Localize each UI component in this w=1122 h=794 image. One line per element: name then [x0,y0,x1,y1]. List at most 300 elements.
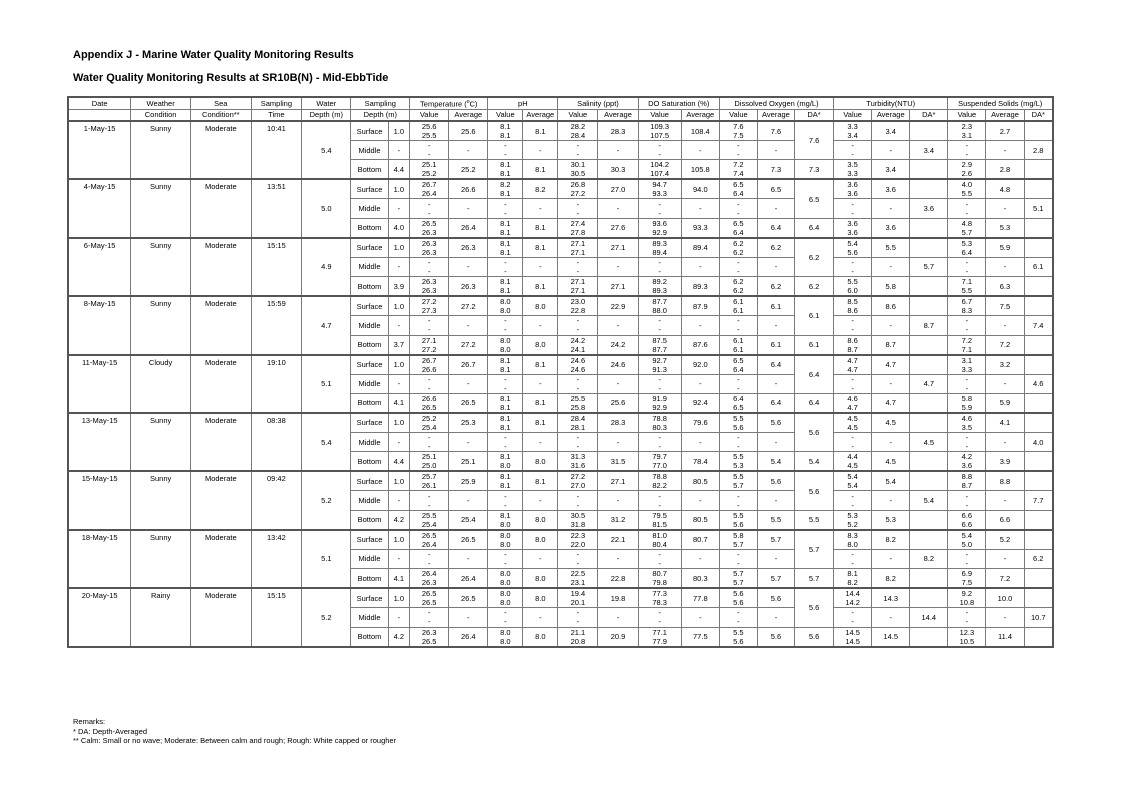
value-reading-1: 5.5 [847,277,858,287]
value-dash: - [658,325,661,335]
cell-tur-da-blank [910,471,948,491]
cell-do-average: 6.2 [757,238,794,258]
col-time: Time [251,109,301,121]
cell-time: 15:15 [251,588,301,646]
cell-sampling-depth: 1.0 [388,588,410,608]
cell-ss-average: - [986,608,1024,627]
cell-ss-average: - [986,432,1024,451]
table-body [68,121,1053,647]
cell-temp-values [410,355,449,375]
cell-dosat-values [638,238,681,258]
cell-do-values [719,471,757,491]
value-reading-2: 8.2 [847,578,858,588]
value-reading-2: 8.7 [961,481,973,491]
value-reading-2: 80.3 [652,422,667,432]
value-reading-2: 8.1 [500,247,511,257]
value-dash: - [504,325,507,335]
cell-ss-da-blank [1024,277,1053,297]
cell-do-values [719,413,757,433]
cell-ss-da-blank [1024,179,1053,199]
value-reading-1: 25.5 [570,393,586,403]
value-reading-1: 26.5 [421,218,437,228]
cell-ss-average: 2.7 [986,121,1024,141]
col-turbidity: Turbidity(NTU) [834,97,948,109]
cell-water-depth: 4.7 [302,296,351,354]
value-reading-1: 6.2 [733,277,744,287]
value-reading-1: 6.2 [733,238,744,248]
cell-temp-average: - [449,199,488,218]
table-row-surface [68,355,1053,375]
value-reading-2: 26.1 [421,481,437,491]
value-reading-1: 26.6 [421,393,437,403]
value-reading-2: 77.0 [652,461,667,471]
value-dash: - [965,558,969,568]
cell-temp-average: 26.5 [449,530,488,550]
cell-depth-level: Middle [351,549,388,568]
cell-tur-da-blank [910,627,948,647]
cell-tur-values [834,238,872,258]
cell-dosat-average: - [681,141,719,160]
value-reading-2: 3.3 [961,364,973,374]
cell-tur-average: - [872,608,910,627]
cell-weather: Sunny [131,413,191,471]
cell-dosat-average: - [681,608,719,627]
cell-ph-average: 8.0 [523,452,558,472]
cell-ss-average: - [986,199,1024,218]
cell-ss-average: 5.3 [986,218,1024,238]
value-reading-2: 24.1 [570,344,586,354]
cell-tur-da: 3.6 [910,199,948,218]
value-reading-2: 5.2 [847,519,858,529]
value-reading-1: 6.4 [733,393,744,403]
cell-dosat-values [638,199,681,218]
value-reading-2: 10.8 [959,598,975,608]
col-salinity: Salinity (ppt) [558,97,638,109]
value-dash: - [504,150,507,160]
cell-depth-level: Surface [351,238,388,258]
cell-depth-level: Middle [351,141,388,160]
cell-ss-da-blank [1024,452,1053,472]
table-row-surface [68,238,1053,258]
value-reading-1: 2.9 [961,160,973,170]
value-reading-1: 91.9 [652,393,667,403]
value-reading-1: 89.3 [652,238,667,248]
value-reading-2: 4.7 [847,402,858,412]
cell-sal-values [558,238,598,258]
cell-time: 08:38 [251,413,301,471]
cell-date: 18-May-15 [68,530,131,588]
col-sampling: Sampling [251,97,301,109]
value-dash: - [504,383,507,393]
cell-ph-average: 8.0 [523,588,558,608]
value-reading-1: 3.3 [847,122,858,131]
cell-sampling-depth: 1.0 [388,121,410,141]
cell-sal-values [558,393,598,413]
value-dash: - [504,500,507,510]
value-reading-2: 5.6 [733,519,744,529]
cell-ss-da: 6.1 [1024,257,1053,276]
value-dash: - [851,325,854,335]
cell-do-values [719,179,757,199]
cell-sea-condition: Moderate [190,530,251,588]
value-reading-2: 6.4 [733,227,744,237]
col-water-depth: Depth (m) [302,109,351,121]
cell-ss-values [948,141,986,160]
col-tur-value: Value [834,109,872,121]
cell-ss-average: - [986,257,1024,276]
value-reading-1: 4.4 [847,452,858,462]
cell-temp-values [410,491,449,510]
value-dash: - [965,141,969,151]
cell-do-values [719,608,757,627]
cell-do-average: - [757,316,794,335]
value-reading-2: 26.3 [421,247,437,257]
cell-temp-average: 25.1 [449,452,488,472]
remark-da: * DA: Depth-Averaged [73,726,148,736]
cell-sal-values [558,413,598,433]
value-dash: - [737,150,740,160]
value-reading-1: 81.0 [652,530,667,540]
cell-ph-values [488,277,523,297]
col-ss-average: Average [986,109,1024,121]
cell-temp-values [410,335,449,355]
cell-temp-average: - [449,316,488,335]
value-reading-1: 79.7 [652,452,667,462]
cell-sampling-depth: 4.0 [388,218,410,238]
value-reading-1: 5.5 [733,627,744,637]
header-row-2 [68,109,1053,121]
cell-sal-average: 25.6 [598,393,638,413]
cell-tur-da-blank [910,296,948,316]
value-reading-1: 8.1 [500,393,511,403]
cell-ph-values [488,588,523,608]
col-sal-value: Value [558,109,598,121]
cell-tur-da-blank [910,277,948,297]
cell-dosat-average: - [681,257,719,276]
value-reading-2: 27.0 [570,481,586,491]
value-reading-2: 89.4 [652,247,667,257]
cell-ss-values [948,121,986,141]
cell-do-values [719,141,757,160]
value-dash: - [658,141,661,151]
cell-ss-values [948,199,986,218]
cell-temp-average: 25.2 [449,160,488,180]
cell-water-depth: 5.2 [302,588,351,646]
cell-dosat-values [638,277,681,297]
cell-sampling-depth: - [388,199,410,218]
cell-tur-average: 8.2 [872,530,910,550]
cell-temp-average: 26.5 [449,588,488,608]
cell-date: 11-May-15 [68,355,131,413]
value-dash: - [965,150,969,160]
value-dash: - [427,266,431,276]
cell-tur-da: 5.4 [910,491,948,510]
cell-depth-level: Bottom [351,627,388,647]
cell-sal-average: - [598,257,638,276]
cell-depth-level: Bottom [351,510,388,530]
cell-dosat-values [638,374,681,393]
cell-depth-level: Surface [351,179,388,199]
value-dash: - [504,608,507,618]
cell-sal-average: 20.9 [598,627,638,647]
cell-tur-values [834,588,872,608]
value-reading-2: 5.6 [733,636,744,646]
cell-ss-average: 4.8 [986,179,1024,199]
cell-sea-condition: Moderate [190,238,251,296]
cell-temp-values [410,627,449,647]
value-dash: - [658,558,661,568]
value-reading-2: 8.0 [500,519,511,529]
cell-dosat-values [638,471,681,491]
cell-sampling-depth: 3.9 [388,277,410,297]
value-dash: - [504,141,507,151]
cell-dosat-average: 92.4 [681,393,719,413]
cell-ph-values [488,569,523,589]
cell-depth-level: Bottom [351,393,388,413]
value-dash: - [427,433,431,443]
cell-do-values [719,549,757,568]
cell-sampling-depth: 4.2 [388,510,410,530]
cell-ss-values [948,413,986,433]
cell-do-values [719,510,757,530]
cell-tur-da-blank [910,218,948,238]
cell-ss-da-blank [1024,413,1053,433]
cell-time: 19:10 [251,355,301,413]
cell-do-da: 6.1 [794,296,833,335]
cell-tur-average: 5.8 [872,277,910,297]
value-reading-2: 31.6 [570,461,586,471]
cell-sal-values [558,257,598,276]
cell-ss-da-blank [1024,121,1053,141]
cell-do-da: 6.4 [794,355,833,394]
cell-ph-values [488,530,523,550]
value-reading-2: 5.7 [733,481,744,491]
value-reading-1: 87.5 [652,335,667,345]
cell-ss-average: - [986,141,1024,160]
value-reading-2: 7.5 [961,578,973,588]
cell-ss-average: 5.9 [986,393,1024,413]
cell-depth-level: Middle [351,199,388,218]
value-dash: - [576,442,580,452]
cell-weather: Sunny [131,121,191,179]
cell-ph-average: - [523,257,558,276]
cell-ss-average: - [986,491,1024,510]
cell-dosat-average: 80.5 [681,510,719,530]
cell-tur-da: 8.7 [910,316,948,335]
value-reading-1: 8.1 [500,238,511,248]
cell-water-depth: 5.1 [302,355,351,413]
cell-ss-values [948,432,986,451]
cell-ss-values [948,510,986,530]
cell-ss-da-blank [1024,569,1053,589]
col-do-value: Value [719,109,757,121]
col-weather: Weather [131,97,191,109]
cell-depth-level: Middle [351,374,388,393]
value-dash: - [965,617,969,627]
cell-ph-average: 8.0 [523,296,558,316]
cell-ss-da: 7.7 [1024,491,1053,510]
cell-ph-average: - [523,199,558,218]
cell-dosat-average: 108.4 [681,121,719,141]
cell-dosat-values [638,141,681,160]
value-dash: - [851,500,854,510]
value-dash: - [576,150,580,160]
cell-weather: Sunny [131,179,191,237]
cell-tur-da-blank [910,452,948,472]
cell-dosat-values [638,316,681,335]
cell-ph-average: 8.1 [523,413,558,433]
cell-tur-average: 8.6 [872,296,910,316]
cell-tur-average: 5.3 [872,510,910,530]
value-reading-2: 8.1 [500,131,511,140]
cell-sal-average: 22.8 [598,569,638,589]
value-reading-2: 3.5 [961,422,973,432]
value-reading-2: 8.6 [847,306,858,316]
value-reading-1: 24.6 [570,355,586,365]
value-dash: - [851,491,854,501]
value-reading-2: 8.0 [500,539,511,549]
cell-do-values [719,393,757,413]
value-dash: - [576,325,580,335]
cell-ss-average: 8.8 [986,471,1024,491]
cell-time: 15:59 [251,296,301,354]
value-reading-2: 5.5 [961,286,973,296]
value-dash: - [576,199,580,209]
table-row-surface [68,530,1053,550]
value-reading-1: 4.7 [847,355,858,365]
cell-sal-values [558,530,598,550]
cell-dosat-average: - [681,432,719,451]
cell-dosat-values [638,218,681,238]
cell-ph-values [488,179,523,199]
value-dash: - [658,383,661,393]
value-dash: - [658,266,661,276]
value-dash: - [427,325,431,335]
cell-dosat-average: 78.4 [681,452,719,472]
col-sal-average: Average [598,109,638,121]
value-reading-2: 27.8 [570,227,586,237]
cell-do-da: 5.5 [794,510,833,530]
cell-do-average: 5.4 [757,452,794,472]
value-reading-1: 79.5 [652,510,667,520]
cell-do-values [719,257,757,276]
cell-ph-values [488,199,523,218]
value-reading-1: 26.8 [570,180,586,190]
col-temperature: Temperature ($^o$C) [410,97,488,109]
value-dash: - [427,608,431,618]
col-water: Water [302,97,351,109]
cell-ss-average: 6.6 [986,510,1024,530]
cell-tur-average: - [872,316,910,335]
cell-sal-values [558,179,598,199]
cell-temp-values [410,199,449,218]
value-dash: - [965,500,969,510]
cell-depth-level: Surface [351,471,388,491]
cell-sal-average: 31.5 [598,452,638,472]
value-reading-2: 8.1 [500,286,511,296]
value-dash: - [851,208,854,218]
value-dash: - [658,617,661,627]
value-dash: - [504,558,507,568]
cell-ss-da-blank [1024,160,1053,180]
cell-tur-da: 3.4 [910,141,948,160]
value-dash: - [851,608,854,618]
cell-do-average: 6.2 [757,277,794,297]
cell-date: 6-May-15 [68,238,131,296]
value-reading-1: 3.5 [847,160,858,170]
value-reading-2: 8.1 [500,402,511,412]
value-reading-2: 6.2 [733,247,744,257]
cell-do-average: 6.1 [757,296,794,316]
value-reading-1: 27.2 [421,297,437,307]
value-dash: - [737,383,740,393]
cell-do-values [719,277,757,297]
value-dash: - [427,442,431,452]
value-dash: - [504,266,507,276]
cell-sampling-depth: 4.2 [388,627,410,647]
value-reading-1: 77.1 [652,627,667,637]
value-reading-1: 8.0 [500,530,511,540]
value-reading-1: 21.1 [570,627,586,637]
value-dash: - [504,491,507,501]
value-reading-1: 78.8 [652,472,667,482]
cell-tur-values [834,199,872,218]
cell-dosat-average: - [681,549,719,568]
cell-tur-average: 3.6 [872,218,910,238]
value-reading-2: 5.0 [961,539,973,549]
cell-do-da: 5.7 [794,569,833,589]
cell-do-da: 5.7 [794,530,833,569]
cell-ph-values [488,218,523,238]
cell-tur-values [834,257,872,276]
cell-sal-values [558,569,598,589]
value-reading-1: 24.2 [570,335,586,345]
value-reading-1: 14.4 [845,589,860,599]
value-reading-1: 5.4 [847,238,858,248]
value-reading-1: 6.9 [961,569,973,579]
value-reading-1: 5.4 [847,472,858,482]
value-reading-1: 9.2 [961,589,973,599]
cell-ss-da-blank [1024,238,1053,258]
value-reading-1: 7.1 [961,277,973,287]
cell-dosat-average: 87.9 [681,296,719,316]
cell-weather: Sunny [131,296,191,354]
cell-sea-condition: Moderate [190,413,251,471]
value-reading-1: 7.2 [733,160,744,170]
cell-tur-average: - [872,257,910,276]
cell-ph-values [488,471,523,491]
cell-sea-condition: Moderate [190,296,251,354]
cell-ss-values [948,627,986,647]
cell-water-depth: 5.4 [302,121,351,179]
cell-do-values [719,530,757,550]
value-reading-1: 28.2 [570,122,586,131]
cell-ss-values [948,238,986,258]
value-dash: - [851,558,854,568]
value-reading-1: 8.0 [500,589,511,599]
cell-dosat-values [638,452,681,472]
value-dash: - [504,442,507,452]
cell-do-da: 6.2 [794,277,833,297]
value-dash: - [851,316,854,326]
cell-tur-values [834,393,872,413]
cell-ss-values [948,355,986,375]
value-reading-1: 5.7 [733,569,744,579]
cell-dosat-values [638,121,681,141]
cell-dosat-values [638,432,681,451]
value-reading-1: 8.1 [500,122,511,131]
value-reading-2: 8.0 [847,539,858,549]
